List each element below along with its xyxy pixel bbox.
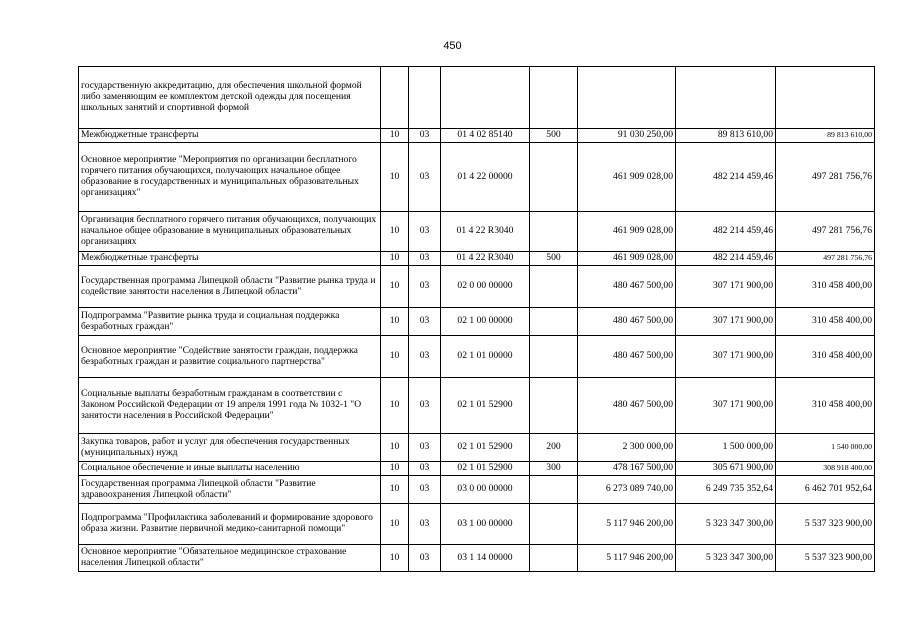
csr-code-cell: 02 1 01 52900 <box>441 378 530 434</box>
csr-code-cell <box>441 67 530 129</box>
podrazdel-cell: 03 <box>409 434 441 462</box>
sum-year3-cell: 497 281 756,76 <box>776 143 875 212</box>
vr-code-cell: 300 <box>530 462 578 476</box>
vr-code-cell: 500 <box>530 252 578 266</box>
csr-code-cell: 03 0 00 00000 <box>441 476 530 504</box>
razdel-cell: 10 <box>381 476 409 504</box>
sum-year3-cell: 310 458 400,00 <box>776 336 875 378</box>
podrazdel-cell: 03 <box>409 308 441 336</box>
podrazdel-cell: 03 <box>409 266 441 308</box>
sum-year3-cell: 310 458 400,00 <box>776 266 875 308</box>
sum-year3-cell: 89 813 610,00 <box>776 129 875 143</box>
row-name-cell: Государственная программа Липецкой области "Развитие рынка труда и содействие занятости населения в Липецкой области" <box>79 266 381 308</box>
vr-code-cell: 500 <box>530 129 578 143</box>
vr-code-cell <box>530 378 578 434</box>
razdel-cell <box>381 67 409 129</box>
row-name-cell: Закупка товаров, работ и услуг для обеспечения государственных (муниципальных) нужд <box>79 434 381 462</box>
row-name-cell: Основное мероприятие "Мероприятия по организации бесплатного горячего питания обучающихся, получающих начальное общее образование в государственных и муниципальных образовательных организациях" <box>79 143 381 212</box>
csr-code-cell: 02 1 01 52900 <box>441 434 530 462</box>
sum-year2-cell: 482 214 459,46 <box>676 212 776 252</box>
csr-code-cell: 01 4 02 85140 <box>441 129 530 143</box>
sum-year1-cell: 480 467 500,00 <box>578 308 676 336</box>
podrazdel-cell: 03 <box>409 545 441 572</box>
table-row <box>79 266 875 308</box>
csr-code-cell: 02 1 01 52900 <box>441 462 530 476</box>
sum-year2-cell <box>676 67 776 129</box>
sum-year2-cell: 305 671 900,00 <box>676 462 776 476</box>
csr-code-cell: 02 1 01 00000 <box>441 336 530 378</box>
razdel-cell: 10 <box>381 462 409 476</box>
vr-code-cell <box>530 143 578 212</box>
razdel-cell: 10 <box>381 143 409 212</box>
podrazdel-cell: 03 <box>409 143 441 212</box>
podrazdel-cell: 03 <box>409 252 441 266</box>
sum-year2-cell: 307 171 900,00 <box>676 266 776 308</box>
razdel-cell: 10 <box>381 378 409 434</box>
page-number: 450 <box>443 40 462 52</box>
razdel-cell: 10 <box>381 212 409 252</box>
row-name-cell: Государственная программа Липецкой области "Развитие здравоохранения Липецкой области" <box>79 476 381 504</box>
vr-code-cell <box>530 67 578 129</box>
sum-year1-cell: 461 909 028,00 <box>578 252 676 266</box>
vr-code-cell <box>530 308 578 336</box>
vr-code-cell <box>530 266 578 308</box>
table-row <box>79 434 875 462</box>
razdel-cell: 10 <box>381 252 409 266</box>
podrazdel-cell: 03 <box>409 504 441 545</box>
sum-year2-cell: 89 813 610,00 <box>676 129 776 143</box>
vr-code-cell <box>530 336 578 378</box>
sum-year3-cell: 6 462 701 952,64 <box>776 476 875 504</box>
sum-year3-cell: 5 537 323 900,00 <box>776 545 875 572</box>
podrazdel-cell: 03 <box>409 378 441 434</box>
razdel-cell: 10 <box>381 129 409 143</box>
sum-year2-cell: 482 214 459,46 <box>676 252 776 266</box>
razdel-cell: 10 <box>381 336 409 378</box>
sum-year3-cell <box>776 67 875 129</box>
row-name-cell: Подпрограмма "Развитие рынка труда и социальная поддержка безработных граждан" <box>79 308 381 336</box>
sum-year1-cell: 480 467 500,00 <box>578 378 676 434</box>
row-name-cell: Основное мероприятие "Обязательное медицинское страхование населения Липецкой области" <box>79 545 381 572</box>
podrazdel-cell: 03 <box>409 129 441 143</box>
row-name-cell: Социальное обеспечение и иные выплаты населению <box>79 462 381 476</box>
podrazdel-cell <box>409 67 441 129</box>
sum-year2-cell: 5 323 347 300,00 <box>676 545 776 572</box>
csr-code-cell: 03 1 14 00000 <box>441 545 530 572</box>
sum-year1-cell: 5 117 946 200,00 <box>578 504 676 545</box>
table-row <box>79 476 875 504</box>
table-row <box>79 545 875 572</box>
csr-code-cell: 02 0 00 00000 <box>441 266 530 308</box>
table-row <box>79 129 875 143</box>
sum-year2-cell: 1 500 000,00 <box>676 434 776 462</box>
razdel-cell: 10 <box>381 266 409 308</box>
sum-year3-cell: 310 458 400,00 <box>776 378 875 434</box>
table-row <box>79 67 875 129</box>
vr-code-cell <box>530 504 578 545</box>
csr-code-cell: 03 1 00 00000 <box>441 504 530 545</box>
sum-year2-cell: 482 214 459,46 <box>676 143 776 212</box>
sum-year2-cell: 307 171 900,00 <box>676 336 776 378</box>
podrazdel-cell: 03 <box>409 462 441 476</box>
sum-year2-cell: 307 171 900,00 <box>676 308 776 336</box>
sum-year2-cell: 6 249 735 352,64 <box>676 476 776 504</box>
podrazdel-cell: 03 <box>409 476 441 504</box>
sum-year1-cell <box>578 67 676 129</box>
sum-year3-cell: 497 281 756,76 <box>776 212 875 252</box>
podrazdel-cell: 03 <box>409 336 441 378</box>
table-row <box>79 252 875 266</box>
row-name-cell: Подпрограмма "Профилактика заболеваний и формирование здорового образа жизни. Развитие первичной медико-санитарной помощи" <box>79 504 381 545</box>
table-row <box>79 336 875 378</box>
sum-year3-cell: 310 458 400,00 <box>776 308 875 336</box>
razdel-cell: 10 <box>381 434 409 462</box>
podrazdel-cell: 03 <box>409 212 441 252</box>
sum-year2-cell: 5 323 347 300,00 <box>676 504 776 545</box>
row-name-cell: Межбюджетные трансферты <box>79 129 381 143</box>
sum-year1-cell: 6 273 089 740,00 <box>578 476 676 504</box>
row-name-cell: государственную аккредитацию, для обеспечения школьной формой либо заменяющим ее комплектом детской одежды для посещения школьных занятий и спортивной формой <box>79 67 381 129</box>
sum-year1-cell: 480 467 500,00 <box>578 336 676 378</box>
sum-year1-cell: 480 467 500,00 <box>578 266 676 308</box>
row-name-cell: Организация бесплатного горячего питания обучающихся, получающих начальное общее образование в муниципальных образовательных организациях <box>79 212 381 252</box>
row-name-cell: Межбюджетные трансферты <box>79 252 381 266</box>
csr-code-cell: 01 4 22 R3040 <box>441 252 530 266</box>
csr-code-cell: 01 4 22 00000 <box>441 143 530 212</box>
sum-year3-cell: 5 537 323 900,00 <box>776 504 875 545</box>
sum-year1-cell: 478 167 500,00 <box>578 462 676 476</box>
sum-year1-cell: 461 909 028,00 <box>578 212 676 252</box>
budget-table <box>78 66 875 572</box>
vr-code-cell <box>530 212 578 252</box>
sum-year1-cell: 5 117 946 200,00 <box>578 545 676 572</box>
vr-code-cell <box>530 476 578 504</box>
table-row <box>79 462 875 476</box>
table-row <box>79 504 875 545</box>
razdel-cell: 10 <box>381 308 409 336</box>
sum-year3-cell: 497 281 756,76 <box>776 252 875 266</box>
sum-year2-cell: 307 171 900,00 <box>676 378 776 434</box>
sum-year3-cell: 308 918 400,00 <box>776 462 875 476</box>
sum-year1-cell: 91 030 250,00 <box>578 129 676 143</box>
sum-year1-cell: 461 909 028,00 <box>578 143 676 212</box>
table-row <box>79 143 875 212</box>
table-row <box>79 212 875 252</box>
vr-code-cell <box>530 545 578 572</box>
row-name-cell: Основное мероприятие "Содействие занятости граждан, поддержка безработных граждан и развитие социального партнерства" <box>79 336 381 378</box>
table-row <box>79 378 875 434</box>
razdel-cell: 10 <box>381 545 409 572</box>
csr-code-cell: 01 4 22 R3040 <box>441 212 530 252</box>
sum-year1-cell: 2 300 000,00 <box>578 434 676 462</box>
csr-code-cell: 02 1 00 00000 <box>441 308 530 336</box>
vr-code-cell: 200 <box>530 434 578 462</box>
razdel-cell: 10 <box>381 504 409 545</box>
table-row <box>79 308 875 336</box>
budget-table-body <box>79 67 875 572</box>
row-name-cell: Социальные выплаты безработным гражданам в соответствии с Законом Российской Федерации от 19 апреля 1991 года № 1032-1 "О занятости населения в Российской Федерации" <box>79 378 381 434</box>
sum-year3-cell: 1 540 000,00 <box>776 434 875 462</box>
